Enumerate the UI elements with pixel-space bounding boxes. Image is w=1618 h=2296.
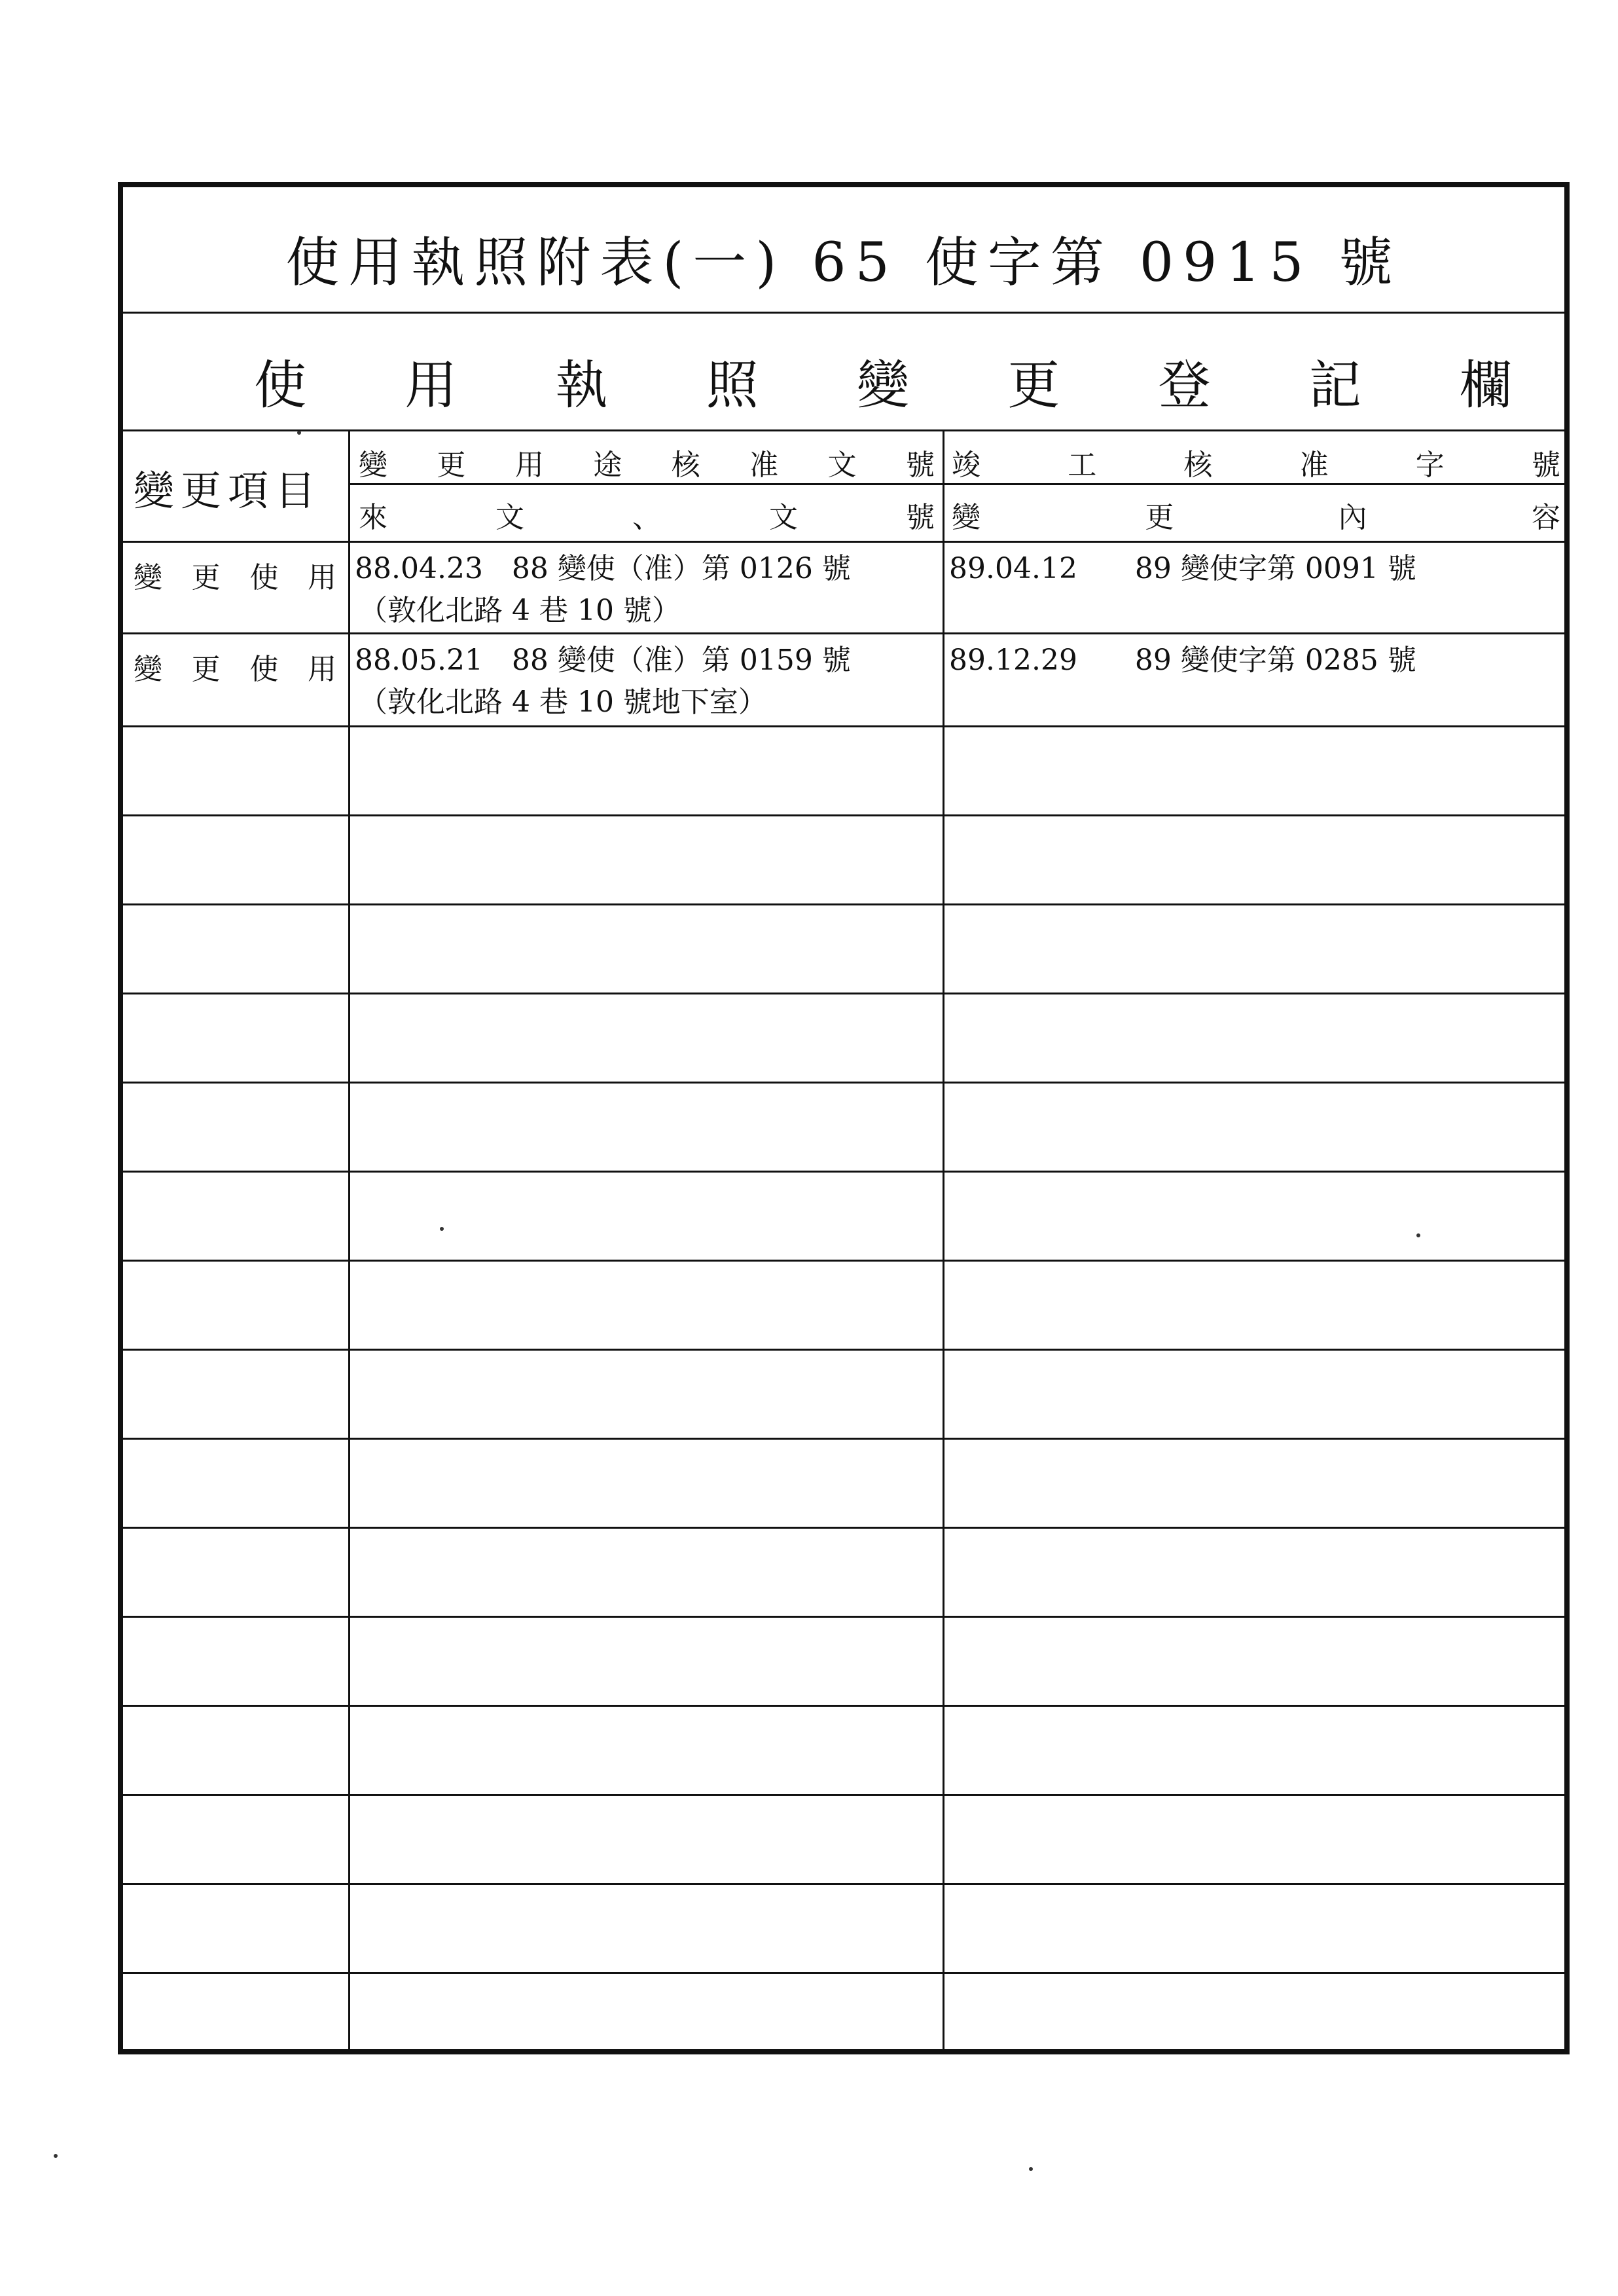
divider bbox=[123, 1794, 1564, 1796]
scan-speck bbox=[1029, 2167, 1033, 2171]
subtitle-char: 執 bbox=[555, 355, 608, 416]
header-completion-no bbox=[952, 441, 1560, 483]
section-title bbox=[254, 343, 1512, 418]
header-char: 工 bbox=[1068, 448, 1097, 482]
item-char: 更 bbox=[191, 561, 221, 594]
subtitle-char: 使 bbox=[254, 355, 306, 416]
subtitle-char: 更 bbox=[1007, 355, 1060, 416]
header-char: 准 bbox=[749, 448, 779, 482]
divider bbox=[123, 632, 1564, 634]
divider bbox=[123, 1883, 1564, 1885]
header-char: 文 bbox=[827, 448, 857, 482]
column-divider bbox=[348, 429, 350, 2049]
header-char: 、 bbox=[632, 501, 661, 534]
divider bbox=[123, 1972, 1564, 1974]
header-char: 文 bbox=[495, 501, 524, 534]
header-char: 容 bbox=[1531, 501, 1560, 534]
divider bbox=[123, 993, 1564, 994]
scan-speck bbox=[54, 2154, 58, 2158]
header-approval-doc bbox=[359, 441, 935, 483]
row-completion: 89.04.12 89 變使字第 0091 號 bbox=[949, 552, 1416, 585]
license-table bbox=[118, 182, 1570, 2054]
item-char: 更 bbox=[191, 653, 221, 686]
divider bbox=[123, 903, 1564, 905]
divider bbox=[123, 725, 1564, 727]
subtitle-char: 記 bbox=[1308, 355, 1361, 416]
divider bbox=[123, 1082, 1564, 1084]
header-char: 變 bbox=[952, 501, 980, 534]
scan-speck bbox=[440, 1227, 444, 1231]
row-doc-line2: （敦化北路 4 巷 10 號地下室） bbox=[359, 685, 767, 719]
header-char: 變 bbox=[359, 448, 387, 482]
column-divider bbox=[943, 429, 944, 2049]
header-char: 來 bbox=[359, 501, 387, 534]
header-char: 文 bbox=[769, 501, 798, 534]
subtitle-char: 變 bbox=[857, 355, 909, 416]
row-item bbox=[134, 646, 336, 687]
header-char: 號 bbox=[1531, 448, 1560, 482]
header-change-content bbox=[952, 494, 1560, 536]
divider bbox=[123, 429, 1564, 431]
header-char: 字 bbox=[1415, 448, 1445, 482]
header-char: 途 bbox=[593, 448, 622, 482]
row-doc-line1: 88.05.21 88 變使（准）第 0159 號 bbox=[355, 644, 851, 677]
header-char: 准 bbox=[1299, 448, 1329, 482]
header-incoming-doc bbox=[359, 494, 935, 536]
divider bbox=[123, 1705, 1564, 1707]
divider bbox=[123, 1349, 1564, 1351]
item-char: 變 bbox=[134, 653, 162, 686]
row-doc-line1: 88.04.23 88 變使（准）第 0126 號 bbox=[355, 552, 851, 585]
item-char: 使 bbox=[249, 561, 279, 594]
row-completion: 89.12.29 89 變使字第 0285 號 bbox=[949, 644, 1416, 677]
subtitle-char: 欄 bbox=[1460, 355, 1512, 416]
page-title: 使用執照附表(一) 65 使字第 0915 號 bbox=[285, 232, 1402, 294]
header-char: 核 bbox=[671, 448, 700, 482]
divider bbox=[123, 1260, 1564, 1262]
item-char: 用 bbox=[307, 561, 336, 594]
item-char: 變 bbox=[134, 561, 162, 594]
header-item: 變更項目 bbox=[134, 467, 323, 515]
row-item bbox=[134, 554, 336, 596]
divider bbox=[123, 1438, 1564, 1440]
scan-speck bbox=[297, 431, 301, 435]
divider bbox=[123, 1616, 1564, 1618]
divider bbox=[123, 1171, 1564, 1173]
subtitle-char: 用 bbox=[404, 355, 458, 416]
divider bbox=[123, 814, 1564, 816]
item-char: 使 bbox=[249, 653, 279, 686]
scan-speck bbox=[1416, 1233, 1420, 1237]
divider bbox=[123, 1527, 1564, 1529]
row-doc-line2: （敦化北路 4 巷 10 號） bbox=[359, 594, 681, 627]
header-char: 竣 bbox=[952, 448, 980, 482]
subtitle-char: 照 bbox=[706, 355, 759, 416]
header-char: 核 bbox=[1183, 448, 1213, 482]
subtitle-char: 登 bbox=[1158, 355, 1211, 416]
header-char: 更 bbox=[1145, 501, 1174, 534]
divider bbox=[348, 483, 1564, 485]
header-char: 更 bbox=[437, 448, 466, 482]
header-char: 用 bbox=[514, 448, 544, 482]
item-char: 用 bbox=[307, 653, 336, 686]
divider bbox=[123, 541, 1564, 543]
divider bbox=[123, 312, 1564, 314]
header-char: 內 bbox=[1338, 501, 1367, 534]
header-char: 號 bbox=[905, 448, 935, 482]
header-char: 號 bbox=[906, 501, 935, 534]
